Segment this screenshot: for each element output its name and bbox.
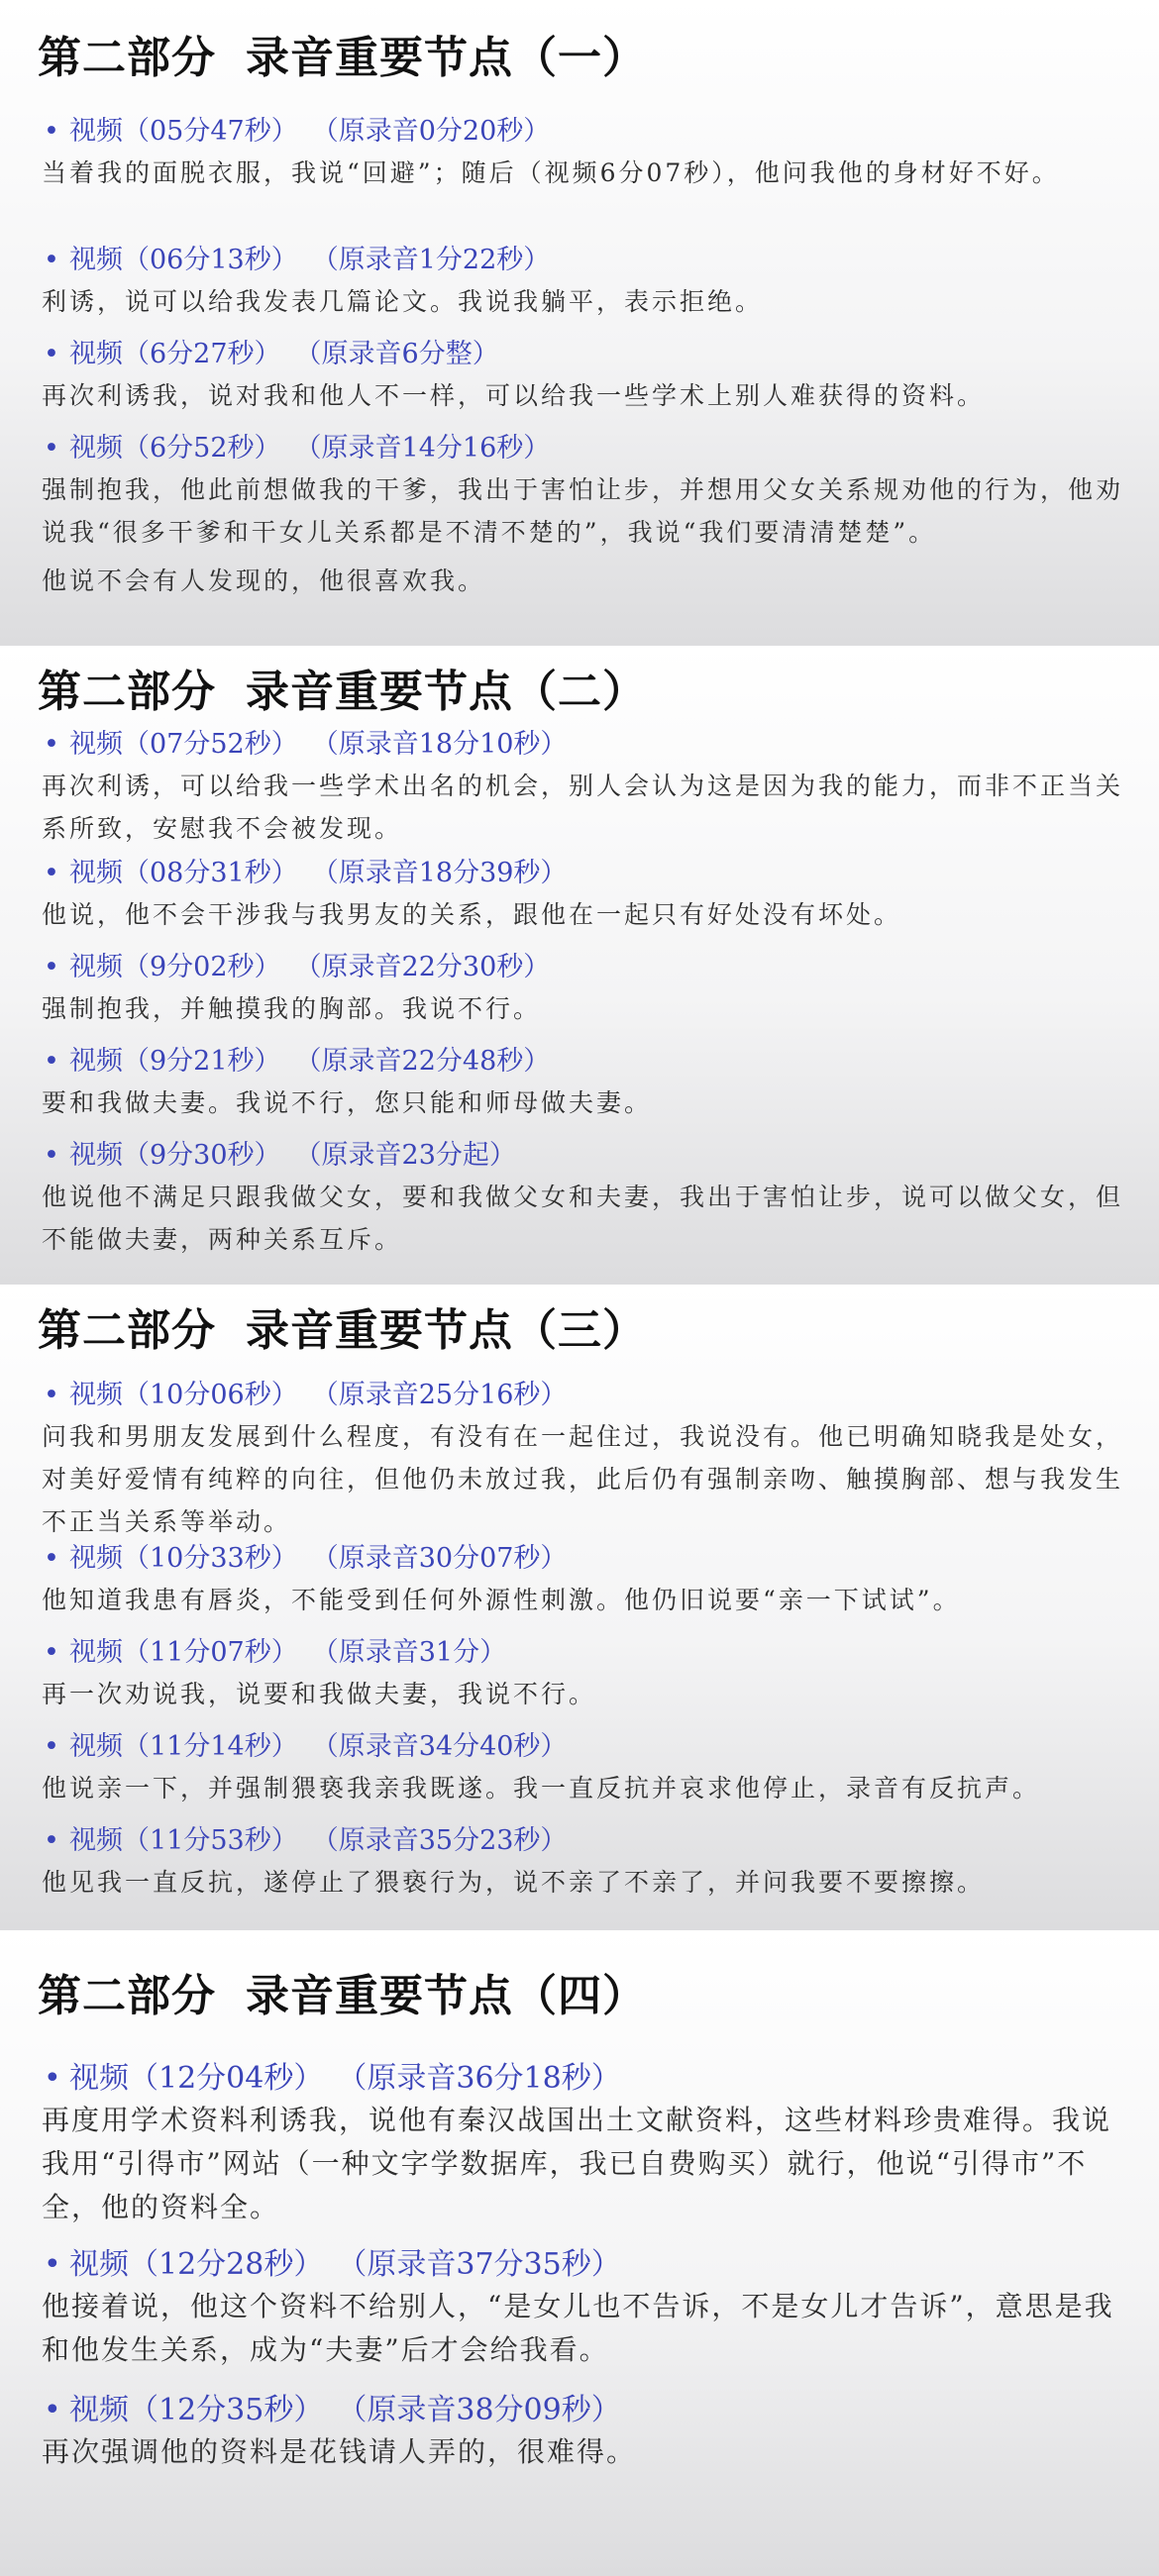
list-item <box>44 2245 1139 2372</box>
bullet-icon: • <box>44 1825 59 1856</box>
list-item <box>44 1539 1139 1621</box>
timestamp-line <box>44 1821 1139 1861</box>
timestamp-line <box>44 241 1139 280</box>
audio-timestamp: （原录音36分18秒） <box>337 2061 621 2096</box>
bullet-icon: • <box>44 245 59 275</box>
audio-timestamp: （原录音35分23秒） <box>311 1825 568 1856</box>
bullet-icon: • <box>44 729 59 760</box>
audio-timestamp: （原录音22分48秒） <box>294 1046 551 1077</box>
audio-timestamp: （原录音30分07秒） <box>311 1543 568 1574</box>
bullet-icon: • <box>44 1543 59 1574</box>
audio-timestamp: （原录音0分20秒） <box>311 116 551 147</box>
title-main: 录音重要节点（三） <box>246 1305 647 1356</box>
bullet-icon: • <box>44 2061 61 2096</box>
video-timestamp: 视频（07分52秒） <box>69 729 298 760</box>
item-description: 利诱，说可以给我发表几篇论文。我说我躺平，表示拒绝。 <box>42 287 764 316</box>
title-prefix: 第二部分 <box>38 667 216 717</box>
title-prefix: 第二部分 <box>38 33 216 83</box>
video-timestamp: 视频（9分30秒） <box>69 1140 281 1171</box>
timestamp-line <box>44 948 1139 987</box>
section-title <box>38 656 647 719</box>
video-timestamp: 视频（12分35秒） <box>69 2393 324 2427</box>
item-description: 他知道我患有唇炎，不能受到任何外源性刺激。他仍旧说要“亲一下试试”。 <box>42 1586 961 1614</box>
audio-timestamp: （原录音38分09秒） <box>337 2393 621 2427</box>
timestamp-line <box>44 335 1139 374</box>
video-timestamp: 视频（9分21秒） <box>69 1046 281 1077</box>
item-description: 他说他不满足只跟我做父女，要和我做父女和夫妻，我出于害怕让步，说可以做父女，但不能做夫妻，两种关系互斥。 <box>42 1183 1124 1254</box>
bullet-icon: • <box>44 1731 59 1762</box>
video-timestamp: 视频（12分28秒） <box>69 2247 324 2282</box>
list-item <box>44 1727 1139 1809</box>
list-item <box>44 725 1139 850</box>
item-description: 强制抱我，并触摸我的胸部。我说不行。 <box>42 994 542 1023</box>
timestamp-line <box>44 725 1139 765</box>
timestamp-line <box>44 854 1139 893</box>
list-item <box>44 1821 1139 1904</box>
video-timestamp: 视频（9分02秒） <box>69 952 281 982</box>
timestamp-line <box>44 1376 1139 1415</box>
section-title <box>38 1960 647 2023</box>
list-item <box>44 1633 1139 1715</box>
section-title <box>38 22 647 85</box>
audio-timestamp: （原录音1分22秒） <box>311 245 551 275</box>
item-description: 要和我做夫妻。我说不行，您只能和师母做夫妻。 <box>42 1088 653 1117</box>
item-description: 强制抱我，他此前想做我的干爹，我出于害怕让步，并想用父女关系规劝他的行为，他劝说我“很多干爹和干女儿关系都是不清不楚的”，我说“我们要清清楚楚”。 <box>42 475 1124 547</box>
timestamp-line <box>44 1633 1139 1673</box>
list-item <box>44 1042 1139 1124</box>
bullet-icon: • <box>44 2393 61 2427</box>
audio-timestamp: （原录音25分16秒） <box>311 1380 568 1410</box>
title-main: 录音重要节点（四） <box>246 1971 647 2021</box>
timestamp-line <box>44 2245 1139 2285</box>
list-item <box>44 2059 1139 2229</box>
list-item <box>44 2391 1139 2474</box>
video-timestamp: 视频（10分06秒） <box>69 1380 298 1410</box>
title-main: 录音重要节点（二） <box>246 667 647 717</box>
title-main: 录音重要节点（一） <box>246 33 647 83</box>
timestamp-line <box>44 429 1139 468</box>
list-item <box>44 1376 1139 1543</box>
audio-timestamp: （原录音23分起） <box>294 1140 516 1171</box>
audio-timestamp: （原录音14分16秒） <box>294 433 551 464</box>
item-description: 问我和男朋友发展到什么程度，有没有在一起住过，我说没有。他已明确知晓我是处女，对美好爱情有纯粹的向往，但他仍未放过我，此后仍有强制亲吻、触摸胸部、想与我发生不正当关系等举动。 <box>42 1422 1124 1536</box>
audio-timestamp: （原录音37分35秒） <box>337 2247 621 2282</box>
timestamp-line <box>44 1539 1139 1579</box>
item-description: 他说亲一下，并强制猥亵我亲我既遂。我一直反抗并哀求他停止，录音有反抗声。 <box>42 1774 1041 1803</box>
item-description-extra: 他说不会有人发现的，他很喜欢我。 <box>42 567 486 595</box>
item-description: 他接着说，他这个资料不给别人，“是女儿也不告诉，不是女儿才告诉”，意思是我和他发生关系，成为“夫妻”后才会给我看。 <box>42 2290 1114 2366</box>
bullet-icon: • <box>44 1046 59 1077</box>
timestamp-line <box>44 2391 1139 2430</box>
video-timestamp: 视频（08分31秒） <box>69 858 298 888</box>
audio-timestamp: （原录音22分30秒） <box>294 952 551 982</box>
audio-timestamp: （原录音34分40秒） <box>311 1731 568 1762</box>
list-item <box>44 948 1139 1030</box>
audio-timestamp: （原录音18分10秒） <box>311 729 568 760</box>
timestamp-line <box>44 112 1139 152</box>
video-timestamp: 视频（05分47秒） <box>69 116 298 147</box>
video-timestamp: 视频（10分33秒） <box>69 1543 298 1574</box>
item-description: 再一次劝说我，说要和我做夫妻，我说不行。 <box>42 1680 597 1708</box>
video-timestamp: 视频（12分04秒） <box>69 2061 324 2096</box>
bullet-icon: • <box>44 1380 59 1410</box>
item-description: 再次强调他的资料是花钱请人弄的，很难得。 <box>42 2435 637 2468</box>
section-panel-2 <box>0 646 1159 1285</box>
bullet-icon: • <box>44 116 59 147</box>
section-title <box>38 1294 647 1358</box>
video-timestamp: 视频（11分53秒） <box>69 1825 298 1856</box>
bullet-icon: • <box>44 1140 59 1171</box>
item-description: 当着我的面脱衣服，我说“回避”；随后（视频6分07秒），他问我他的身材好不好。 <box>42 158 1060 187</box>
item-description: 他说，他不会干涉我与我男友的关系，跟他在一起只有好处没有坏处。 <box>42 900 902 929</box>
timestamp-line <box>44 1727 1139 1767</box>
list-item <box>44 241 1139 323</box>
section-panel-3 <box>0 1285 1159 1930</box>
item-description: 再次利诱我，说对我和他人不一样，可以给我一些学术上别人难获得的资料。 <box>42 381 986 410</box>
audio-timestamp: （原录音6分整） <box>294 339 499 369</box>
list-item <box>44 335 1139 417</box>
list-item <box>44 112 1139 194</box>
list-item <box>44 854 1139 936</box>
section-panel-1 <box>0 0 1159 646</box>
audio-timestamp: （原录音18分39秒） <box>311 858 568 888</box>
bullet-icon: • <box>44 433 59 464</box>
video-timestamp: 视频（06分13秒） <box>69 245 298 275</box>
item-description: 再度用学术资料利诱我，说他有秦汉战国出土文献资料，这些材料珍贵难得。我说我用“引得市”网站（一种文字学数据库，我已自费购买）就行，他说“引得市”不全，他的资料全。 <box>42 2104 1112 2223</box>
timestamp-line <box>44 2059 1139 2099</box>
timestamp-line <box>44 1136 1139 1176</box>
bullet-icon: • <box>44 1637 59 1668</box>
audio-timestamp: （原录音31分） <box>311 1637 507 1668</box>
item-description: 他见我一直反抗，遂停止了猥亵行为，说不亲了不亲了，并问我要不要擦擦。 <box>42 1868 986 1897</box>
bullet-icon: • <box>44 2247 61 2282</box>
timestamp-line <box>44 1042 1139 1082</box>
list-item <box>44 429 1139 602</box>
bullet-icon: • <box>44 339 59 369</box>
video-timestamp: 视频（11分14秒） <box>69 1731 298 1762</box>
title-prefix: 第二部分 <box>38 1971 216 2021</box>
video-timestamp: 视频（6分52秒） <box>69 433 281 464</box>
bullet-icon: • <box>44 952 59 982</box>
list-item <box>44 1136 1139 1261</box>
video-timestamp: 视频（11分07秒） <box>69 1637 298 1668</box>
bullet-icon: • <box>44 858 59 888</box>
section-panel-4 <box>0 1930 1159 2576</box>
video-timestamp: 视频（6分27秒） <box>69 339 281 369</box>
item-description: 再次利诱，可以给我一些学术出名的机会，别人会认为这是因为我的能力，而非不正当关系所致，安慰我不会被发现。 <box>42 772 1124 843</box>
title-prefix: 第二部分 <box>38 1305 216 1356</box>
